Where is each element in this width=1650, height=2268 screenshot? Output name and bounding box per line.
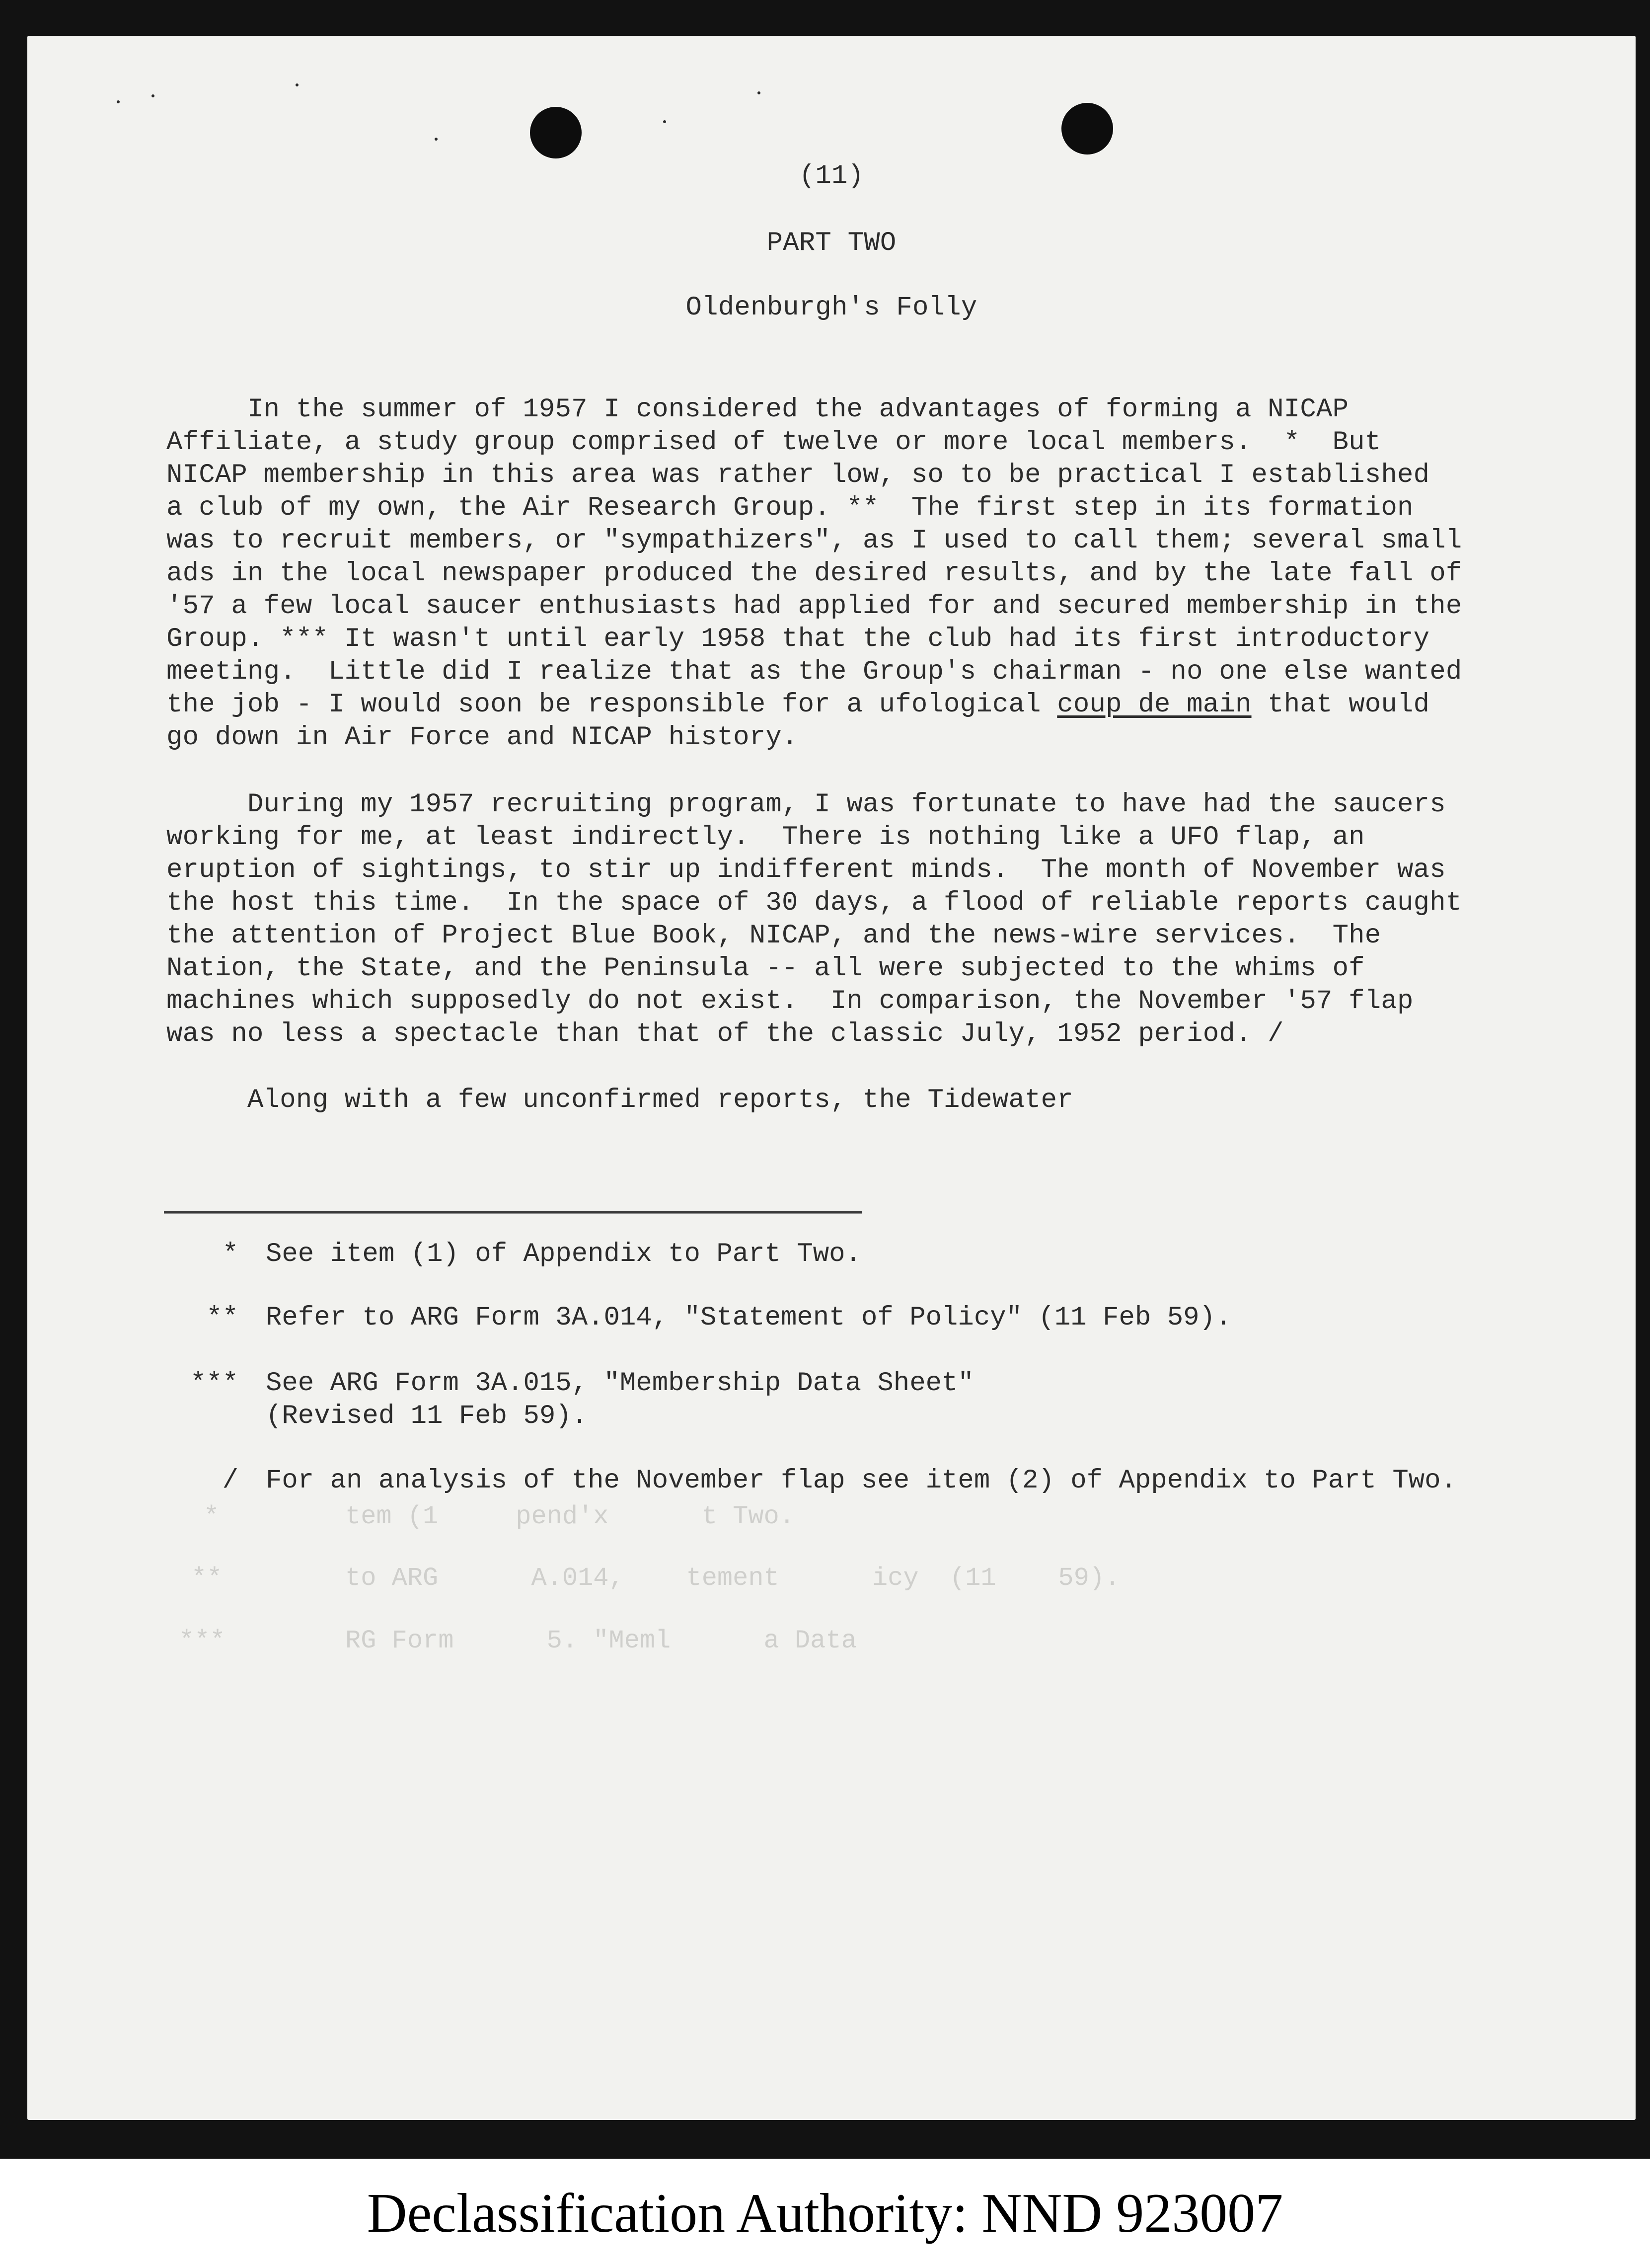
bleed-through-mark: * <box>204 1502 220 1531</box>
paragraph-2-line: eruption of sightings, to stir up indifferent minds. The month of November was <box>166 855 1446 885</box>
paragraph-1-line: '57 a few local saucer enthusiasts had applied for and secured membership in the <box>166 591 1462 622</box>
footnote-text: See ARG Form 3A.015, "Membership Data Sheet" <box>266 1368 974 1399</box>
paper-speck <box>151 94 154 97</box>
paragraph-2-line: the host this time. In the space of 30 days, a flood of reliable reports caught <box>166 888 1462 918</box>
paragraph-2-line: working for me, at least indirectly. There is nothing like a UFO flap, an <box>166 822 1365 853</box>
footnote-text: See item (1) of Appendix to Part Two. <box>266 1239 861 1269</box>
paragraph-2-line: the attention of Project Blue Book, NICAP, and the news-wire services. The <box>166 921 1381 951</box>
bleed-through-text: RG Form 5. "Meml a Data <box>345 1626 857 1655</box>
paper-speck <box>757 91 760 94</box>
paragraph-3: Along with a few unconfirmed reports, the Tidewater <box>166 1085 1073 1115</box>
declassification-footer: Declassification Authority: NND 923007 <box>0 2159 1650 2268</box>
page-number: (11) <box>799 161 864 191</box>
bleed-through-text: to ARG A.014, tement icy (11 59). <box>345 1564 1121 1593</box>
paragraph-1-line: a club of my own, the Air Research Group. ** The first step in its formation <box>166 493 1414 523</box>
paragraph-1-line: was to recruit members, or "sympathizers", as I used to call them; several small <box>166 526 1462 556</box>
bleed-through-mark: *** <box>179 1626 225 1655</box>
footnote-rule <box>164 1211 862 1214</box>
paragraph-2-line: was no less a spectacle than that of the classic July, 1952 period. / <box>166 1019 1284 1049</box>
paragraph-1-line-with-emphasis <box>166 689 1429 721</box>
paragraph-2-line: machines which supposedly do not exist. In comparison, the November '57 flap <box>166 986 1414 1017</box>
paragraph-1-last-line: go down in Air Force and NICAP history. <box>166 722 798 753</box>
footnote-mark: * <box>222 1239 238 1269</box>
underlined-phrase: coup de main <box>1057 690 1252 720</box>
bleed-through-mark: ** <box>191 1564 223 1593</box>
paper-speck <box>296 83 299 86</box>
punch-hole-left <box>530 107 582 158</box>
bleed-through-text: tem (1 pend'x t Two. <box>345 1502 795 1531</box>
paragraph-1-line: meeting. Little did I realize that as the Group's chairman - no one else wanted <box>166 657 1462 687</box>
paper-speck <box>435 138 438 141</box>
paper-speck <box>663 120 666 123</box>
paragraph-2-line: During my 1957 recruiting program, I was fortunate to have had the saucers <box>166 789 1446 820</box>
footnote-mark: *** <box>190 1368 238 1399</box>
paragraph-1-line: the job - I would soon be responsible for a ufological <box>166 690 1057 720</box>
paper-speck <box>117 100 120 103</box>
footnote-text: Refer to ARG Form 3A.014, "Statement of Policy" (11 Feb 59). <box>266 1303 1232 1333</box>
part-heading: PART TWO <box>766 228 897 258</box>
paragraph-1-line: ads in the local newspaper produced the desired results, and by the late fall of <box>166 558 1462 589</box>
footnote-text: (Revised 11 Feb 59). <box>266 1401 588 1431</box>
chapter-title: Oldenburgh's Folly <box>685 293 977 323</box>
document-page <box>27 36 1636 2120</box>
paragraph-1-line: Affiliate, a study group comprised of twelve or more local members. * But <box>166 427 1381 458</box>
paragraph-2-line: Nation, the State, and the Peninsula -- all were subjected to the whims of <box>166 953 1365 984</box>
footnote-mark: ** <box>206 1303 238 1333</box>
punch-hole-right <box>1061 103 1113 155</box>
paragraph-1-line: NICAP membership in this area was rather low, so to be practical I established <box>166 460 1430 490</box>
paragraph-1-line: In the summer of 1957 I considered the advantages of forming a NICAP <box>166 394 1349 425</box>
footnote-mark: / <box>222 1466 238 1496</box>
footnote-text: For an analysis of the November flap see item (2) of Appendix to Part Two. <box>266 1466 1457 1496</box>
paragraph-1-line-tail: that would <box>1251 690 1430 720</box>
paragraph-1-line: Group. *** It wasn't until early 1958 that the club had its first introductory <box>166 624 1430 654</box>
